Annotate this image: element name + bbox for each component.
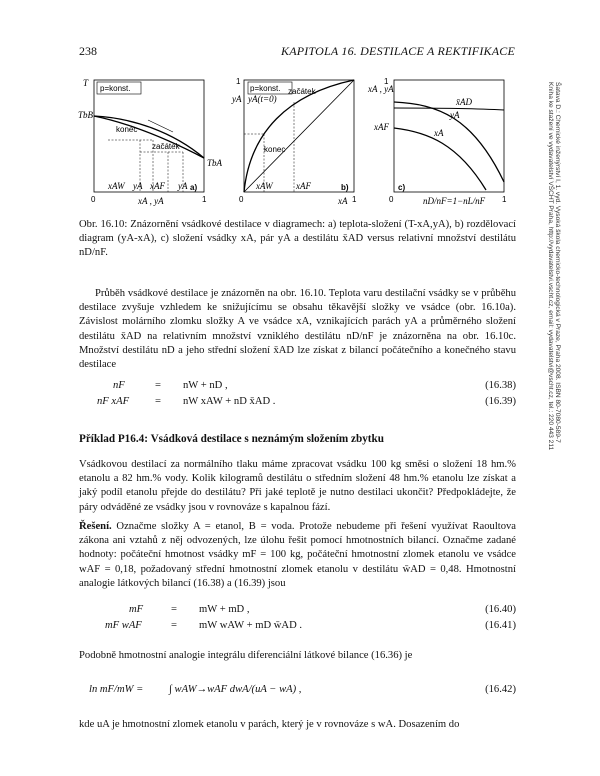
panel-b-konec: konec [264, 145, 286, 154]
panel-b-label: b) [341, 183, 349, 192]
equation-16-41 [79, 620, 516, 634]
eq2-op: = [155, 396, 161, 407]
panel-c-one: 1 [502, 195, 507, 204]
paragraph-5: kde uA je hmotnostní zlomek etanolu v parách, který je v rovnováze s wA. Dosazením do [79, 719, 460, 730]
eq4-rhs: mW wAW + mD w̄AD . [199, 620, 303, 631]
panel-c-label: c) [398, 183, 406, 192]
panel-a-zacatek: začátek [152, 142, 180, 151]
panel-b [231, 77, 357, 206]
panel-a [78, 78, 223, 206]
panel-a-boiling-curve [94, 116, 204, 158]
panel-c-xAF: xAF [374, 122, 389, 132]
panel-b-yA: yA [232, 94, 242, 104]
panel-a-TbB: TbB [78, 110, 94, 120]
chapter-title: KAPITOLA 16. DESTILACE A REKTIFIKACE [281, 44, 515, 58]
panel-a-xAF: xAF [150, 181, 165, 191]
eq3-number: (16.40) [485, 604, 516, 615]
eq2-number: (16.39) [485, 396, 516, 407]
panel-c-xA: xA [434, 128, 444, 138]
figure-batch-distillation [78, 72, 518, 212]
panel-a-konec: konec [116, 125, 138, 134]
panel-c-y-label: xA , yA [368, 84, 394, 94]
panel-b-one-top: 1 [236, 77, 241, 86]
page-number: 238 [79, 44, 97, 58]
panel-a-x-label: xA , yA [138, 196, 164, 206]
eq3-rhs: mW + mD , [199, 604, 250, 615]
side-note-line2: Kniha ke stažení ve vydavatelství VŠCHT Praha, http://vydavatelstvi.vscht.cz, email: vydavatelstvi@vscht.cz, tel.: 220 443 211 [547, 82, 554, 451]
figure-caption [79, 218, 516, 261]
equation-16-40 [79, 604, 516, 618]
panel-c-frame [394, 80, 504, 192]
panel-b-xAW: xAW [256, 181, 273, 191]
solution-label: Řešení. [79, 521, 112, 532]
equation-16-38 [79, 380, 516, 394]
eq3-op: = [171, 604, 177, 615]
panel-b-one: 1 [352, 195, 357, 204]
eq5-lhs: ln mF/mW = [89, 684, 144, 695]
panel-a-one: 1 [202, 195, 207, 204]
panel-c-yA-curve [394, 102, 504, 182]
panel-c-zero: 0 [389, 195, 394, 204]
paragraph-1: Průběh vsádkové destilace je znázorněn na obr. 16.10. Teplota varu destilační vsádky se v průběhu destilace zvyšuje vzhledem ke snižujícímu se obsahu těkavější složky ve vsádce (obr. 16.10a). Závislost molárního zlomku složky A ve vsádce xA, vznikajících parách yA a průměrného složení destilátu x̄AD na relativním množství vzniklého destilátu nD/nF je znázorněna na obr. 16.10c. Množství destilátu nD a jeho střední složení x̄AD lze získat z bilancí počátečního a konečného stavu destilace [79, 288, 516, 371]
caption-text: : Znázornění vsádkové destilace v diagramech: a) teplota-složení (T-xA,yA), b) rozdělovací diagram (yA-xA), c) složení vsádky xA, pár yA a destilátu x̄AD versus relativní množství destilátu nD/nF. [79, 219, 516, 259]
caption-label: Obr. 16.10 [79, 219, 125, 230]
panel-a-yAW: yA [133, 181, 143, 191]
panel-b-yA0: yA(t=0) [248, 94, 277, 104]
eq5-rhs: ∫ wAW→wAF dwA/(uA − wA) , [169, 684, 302, 695]
panel-c-one-top: 1 [384, 77, 389, 86]
panel-b-x-label: xA [338, 196, 348, 206]
eq2-lhs: nF xAF [97, 396, 130, 407]
panel-a-pkonst: p=konst. [100, 84, 131, 93]
eq4-number: (16.41) [485, 620, 516, 631]
panel-c-x-label: nD/nF=1−nL/nF [423, 196, 486, 206]
eq4-op: = [171, 620, 177, 631]
panel-c-xAD-curve [394, 108, 504, 110]
eq1-number: (16.38) [485, 380, 516, 391]
eq1-lhs: nF [113, 380, 125, 391]
panel-b-zacatek: začátek [288, 87, 316, 96]
panel-a-dew-curve [94, 116, 204, 158]
panel-b-zero: 0 [239, 195, 244, 204]
panel-b-xAF: xAF [296, 181, 311, 191]
eq1-op: = [155, 380, 161, 391]
panel-c-xAD: x̄AD [456, 97, 472, 107]
paragraph-2: Vsádkovou destilací za normálního tlaku máme zpracovat vsádku 100 kg směsi o složení 18 hm.% etanolu a 82 hm.% vody. Kolik kilogramů destilátu o středním složení 48 hm.% etanolu lze získat a jaký podíl etanolu přejde do destilátu? Při jaké teplotě je nutno destilaci ukončit? Předpokládejte, že páry odváděné ze vsádky jsou v rovnováze s kapalnou fází. [79, 459, 516, 513]
eq1-rhs: nW + nD , [183, 380, 228, 391]
paragraph-3 [79, 520, 516, 591]
eq2-rhs: nW xAW + nD x̄AD . [183, 396, 276, 407]
panel-b-pkonst: p=konst. [250, 84, 281, 93]
panel-a-label: a) [190, 183, 198, 192]
panel-c-yA: yA [450, 110, 460, 120]
panel-a-zero: 0 [91, 195, 96, 204]
eq4-lhs: mF wAF [105, 620, 142, 631]
paragraph-4: Podobně hmotnostní analogie integrálu diferenciální látkové bilance (16.36) je [79, 650, 413, 661]
panel-a-frame [94, 80, 204, 192]
side-note [548, 82, 560, 642]
panel-a-yAF: yA [178, 181, 188, 191]
panel-a-arrow [148, 120, 173, 132]
panel-a-TbA: TbA [207, 158, 223, 168]
eq3-lhs: mF [129, 604, 144, 615]
side-note-line1: Šatava D.: Chemické inženýrství I, 1. vyd. Vysoká škola chemicko-technologická v Praze, Praha 2008. ISBN 80-7080-589-7 [554, 82, 561, 443]
equation-16-42 [79, 684, 516, 704]
panel-a-y-label: T [83, 78, 89, 88]
solution-text: Označme složky A = etanol, B = voda. Protože nebudeme při řešení využívat Raoultova zákona ani vztahů z něj odvozených, lze úlohu řešit pomocí hmotnostních bilancí. Označme zadané hodnoty: počáteční hmotnost vsádky mF = 100 kg, počáteční hmotnostní zlomek etanolu ve vsádce wAF = 0,18, požadovaný střední hmotnostní zlomek etanolu v destilátu w̄AD = 0,48. Hmotnostní analogie látkových bilancí (16.38) a (16.39) jsou [79, 521, 516, 589]
panel-a-xAW: xAW [108, 181, 125, 191]
example-heading: Příklad P16.4: Vsádková destilace s neznámým složením zbytku [79, 433, 384, 445]
eq5-number: (16.42) [485, 684, 516, 695]
panel-c [367, 77, 507, 206]
equation-16-39 [79, 396, 516, 410]
